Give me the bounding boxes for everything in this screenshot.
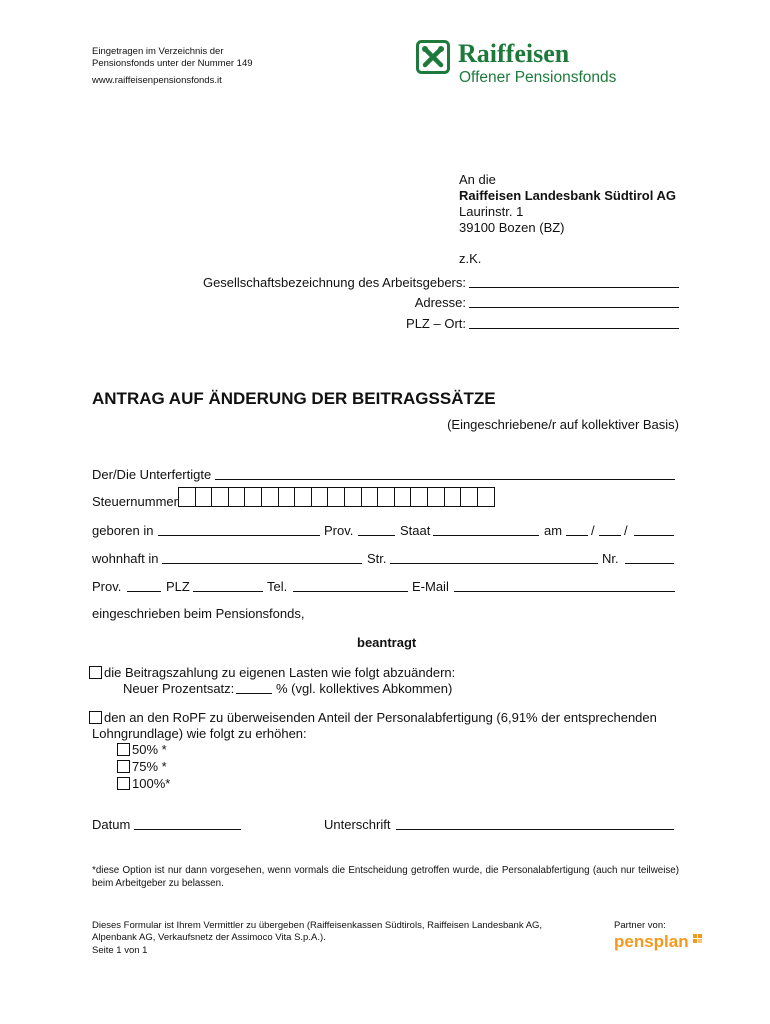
option-severance-text-line1: den an den RoPF zu überweisenden Anteil der Personalabfertigung (6,91% der entsprechenden	[104, 710, 657, 725]
partner-label: Partner von:	[614, 920, 666, 931]
recipient-address: An die Raiffeisen Landesbank Südtirol AG Laurinstr. 1 39100 Bozen (BZ) z.K.	[459, 172, 676, 266]
date-field[interactable]	[134, 829, 241, 830]
birth-state-label: Staat	[400, 523, 431, 538]
page-number: Seite 1 von 1	[92, 945, 148, 956]
employer-zip-city-field[interactable]	[469, 328, 679, 329]
enrolled-text: eingeschrieben beim Pensionsfonds,	[92, 606, 305, 621]
phone-field[interactable]	[293, 591, 408, 592]
option-severance-checkbox[interactable]	[89, 711, 102, 724]
birth-month-field[interactable]	[599, 535, 621, 536]
raiffeisen-logo	[416, 38, 646, 88]
employer-name-field[interactable]	[469, 287, 679, 288]
new-rate-label: Neuer Prozentsatz:	[123, 681, 235, 696]
form-subtitle: (Eingeschriebene/r auf kollektiver Basis)	[447, 417, 679, 432]
born-label: geboren in	[92, 523, 154, 538]
severance-75-checkbox[interactable]	[117, 760, 130, 773]
form-title: ANTRAG AUF ÄNDERUNG DER BEITRAGSSÄTZE	[92, 389, 496, 408]
residence-label: wohnhaft in	[92, 551, 159, 566]
signee-row	[92, 466, 211, 483]
employer-zip-city-label: PLZ – Ort:	[406, 316, 466, 331]
house-number-field[interactable]	[625, 563, 674, 564]
employer-name-label: Gesellschaftsbezeichnung des Arbeitsgebers:	[202, 275, 466, 290]
birth-year-field[interactable]	[634, 535, 674, 536]
option-contribution-text: die Beitragszahlung zu eigenen Lasten wie folgt abzuändern:	[104, 665, 456, 680]
birthplace-field[interactable]	[158, 535, 320, 536]
footnote: *diese Option ist nur dann vorgesehen, wenn vormals die Entscheidung getroffen wurde, die Personalabfertigung (auch nur teilweise) beim Arbeitgeber zu belassen.	[92, 865, 679, 889]
birth-day-field[interactable]	[566, 535, 588, 536]
pensplan-wordmark: pensplan	[614, 932, 689, 951]
date-label: Datum	[92, 817, 131, 832]
logo-name: Raiffeisen	[458, 39, 570, 68]
signature-label: Unterschrift	[324, 817, 391, 832]
pensplan-logo	[614, 932, 704, 954]
severance-75-label: 75% *	[132, 759, 167, 774]
tax-number-grid[interactable]	[178, 487, 495, 507]
zip-label: PLZ	[166, 579, 190, 594]
signee-label: Der/Die Unterfertigte	[92, 467, 212, 482]
date-separator: /	[591, 523, 595, 538]
new-rate-field[interactable]	[236, 693, 272, 694]
residence-prov-field[interactable]	[127, 591, 161, 592]
option-severance-text-line2: Lohngrundlage) wie folgt zu erhöhen:	[92, 726, 307, 741]
zip-field[interactable]	[193, 591, 263, 592]
raiffeisen-gable-cross-icon	[416, 40, 450, 74]
tax-number-label: Steuernummer	[92, 494, 178, 509]
signee-field[interactable]	[215, 479, 675, 480]
severance-100-checkbox[interactable]	[117, 777, 130, 790]
severance-50-label: 50% *	[132, 742, 167, 757]
street-field[interactable]	[390, 563, 598, 564]
logo-subtitle: Offener Pensionsfonds	[459, 69, 617, 86]
pensplan-mark-icon	[693, 934, 702, 943]
signature-field[interactable]	[396, 829, 674, 830]
birth-date-label: am	[544, 523, 563, 538]
employer-address-field[interactable]	[469, 307, 679, 308]
footer-note: Dieses Formular ist Ihrem Vermittler zu übergeben (Raiffeisenkassen Südtirols, Raiffeisen Landesbank AG, Alpenbank AG, Verkaufsnetz der Assimoco Vita S.p.A.).	[92, 920, 543, 943]
website-link[interactable]: www.raiffeisenpensionsfonds.it	[92, 75, 222, 86]
residence-prov-label: Prov.	[92, 579, 122, 594]
email-field[interactable]	[454, 591, 675, 592]
email-label: E-Mail	[412, 579, 449, 594]
requests-heading: beantragt	[357, 635, 417, 650]
residence-field[interactable]	[162, 563, 362, 564]
phone-label: Tel.	[267, 579, 288, 594]
new-rate-suffix: % (vgl. kollektives Abkommen)	[276, 681, 453, 696]
registry-note: Eingetragen im Verzeichnis der Pensionsfonds unter der Nummer 149	[92, 46, 253, 69]
employer-address-label: Adresse:	[414, 295, 466, 310]
severance-100-label: 100%*	[132, 776, 171, 791]
date-separator: /	[624, 523, 628, 538]
option-contribution-checkbox[interactable]	[89, 666, 102, 679]
house-number-label: Nr.	[602, 551, 619, 566]
birth-state-field[interactable]	[433, 535, 539, 536]
birth-prov-field[interactable]	[358, 535, 395, 536]
birth-prov-label: Prov.	[324, 523, 354, 538]
severance-50-checkbox[interactable]	[117, 743, 130, 756]
street-label: Str.	[367, 551, 387, 566]
